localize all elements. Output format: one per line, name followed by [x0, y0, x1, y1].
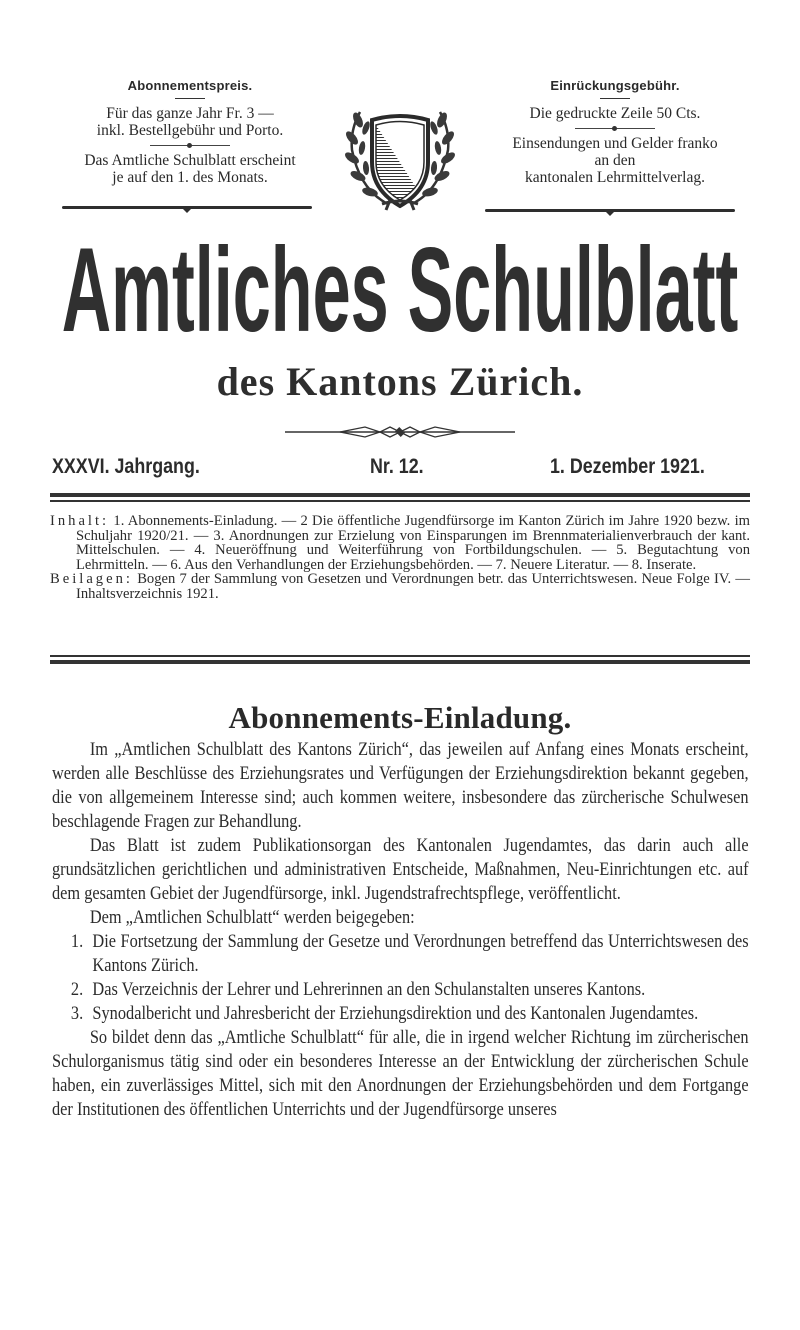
subscription-price-title: Abonnementspreis.: [127, 78, 253, 93]
supplements-paragraph: [50, 572, 750, 601]
info-line: je auf den 1. des Monats.: [112, 169, 268, 186]
article-paragraph: Dem „Amtlichen Schulblatt“ werden beigegeben:: [89, 907, 415, 928]
double-rule-top-thin: [50, 500, 750, 502]
subscription-price-block: [55, 78, 325, 186]
contents-paragraph: [50, 514, 750, 572]
list-item-text: Die Fortsetzung der Sammlung der Gesetze und Verordnungen betreffend das Unterrichtswesen des Kantons Zürich.: [92, 931, 749, 976]
masthead: [0, 225, 800, 355]
brace-divider-left: [62, 206, 312, 209]
dot-divider: [150, 145, 230, 146]
masthead-subtitle: des Kantons Zürich.: [216, 359, 584, 404]
divider: [175, 98, 205, 99]
double-rule-bottom: [50, 660, 750, 664]
coat-of-arms-icon: [338, 100, 462, 212]
list-item-text: Synodalbericht und Jahresbericht der Erziehungsdirektion und des Kantonalen Jugendamtes.: [92, 1003, 699, 1024]
contents-text: 1. Abonnements-Einladung. — 2 Die öffentliche Jugendfürsorge im Kanton Zürich im Jahre 1920 bezw. im Schuljahr 1920/21. — 3. Anordnungen zur Erzielung von Einsparungen im Brennmaterialienverbrauch der kant. Mittelschulen. — 4. Neueröffnung und Weiterführung von Fortbildungschulen. — 5. Begutachtung von Lehrmitteln. — 6. Aus den Verhandlungen der Erziehungsbehörden. — 7. Neuere Literatur. — 8. Inserate.: [76, 513, 751, 573]
article-paragraph: Im „Amtlichen Schulblatt des Kantons Zürich“, das jeweilen auf Anfang eines Monats erscheint, werden alle Beschlüsse des Erziehungsrates und Verfügungen der Erziehungsdirektion bekannt gegeben, die von allgemeinem Interesse sind; auch kommen weitere, insbesondere das zürcherische Schulwesen beschlagende Fragen zur Behandlung.: [52, 739, 749, 832]
contents-label: Inhalt:: [50, 513, 110, 529]
list-item-number: 3.: [70, 1003, 84, 1024]
issue-date: 1. Dezember 1921.: [550, 455, 705, 478]
info-line: an den: [594, 152, 636, 169]
list-item-number: 2.: [70, 979, 84, 1000]
list-item-text: Das Verzeichnis der Lehrer und Lehrerinnen an den Schulanstalten unseres Kantons.: [92, 979, 646, 1000]
table-of-contents: [50, 514, 750, 602]
list-item-number: 1.: [70, 931, 84, 952]
article-closing-paragraph: So bildet denn das „Amtliche Schulblatt“ für alle, die in irgend welcher Richtung im zürcherischen Schulorganismus tätig sind oder ein besonderes Interesse an der Entwicklung der zürcherischen Schule haben, ein zuverlässiges Mittel, sich mit den Anordnungen der Erziehungsbehörden und dem Fortgange der Institutionen des öffentlichen Unterrichts und der Jugendfürsorge unseres: [52, 1027, 749, 1120]
dot-divider: [575, 128, 655, 129]
supplements-text: Bogen 7 der Sammlung von Gesetzen und Verordnungen betr. das Unterrichtswesen. Neue Folge IV. — Inhaltsverzeichnis 1921.: [76, 571, 750, 602]
masthead-title: Amtliches Schulblatt: [61, 223, 739, 357]
article-paragraph: Das Blatt ist zudem Publikationsorgan des Kantonalen Jugendamtes, das darin auch alle grundsätzlichen gerichtlichen und administrativen Entscheide, Maßnahmen, Neu-Einrichtungen etc. auf dem gesamten Gebiet der Jugendfürsorge, inkl. Jugendstrafrechtspflege, veröffentlicht.: [52, 835, 749, 904]
supplements-label: Beilagen:: [50, 571, 133, 588]
issue-number: Nr. 12.: [370, 455, 424, 478]
list-item: [52, 978, 749, 1002]
double-rule-bottom-thin: [50, 655, 750, 657]
info-line: Das Amtliche Schulblatt erscheint: [84, 152, 296, 169]
insertion-fee-block: [470, 78, 760, 186]
article-body: [52, 738, 749, 1122]
divider: [600, 98, 630, 99]
list-item: [52, 930, 749, 978]
info-line: Einsendungen und Gelder franko: [512, 135, 718, 152]
price-line: inkl. Bestellgebühr und Porto.: [96, 122, 284, 139]
list-item: [52, 1002, 749, 1026]
issue-volume: XXXVI. Jahrgang.: [52, 455, 200, 478]
article-title: Abonnements-Einladung.: [228, 700, 572, 735]
info-line: kantonalen Lehrmittelverlag.: [525, 169, 705, 186]
ornament-divider-icon: [285, 425, 515, 437]
price-line: Die gedruckte Zeile 50 Cts.: [529, 105, 701, 122]
price-line: Für das ganze Jahr Fr. 3 —: [106, 105, 274, 122]
double-rule-top: [50, 493, 750, 497]
insertion-fee-title: Einrückungsgebühr.: [550, 78, 680, 93]
brace-divider-right: [485, 209, 735, 212]
